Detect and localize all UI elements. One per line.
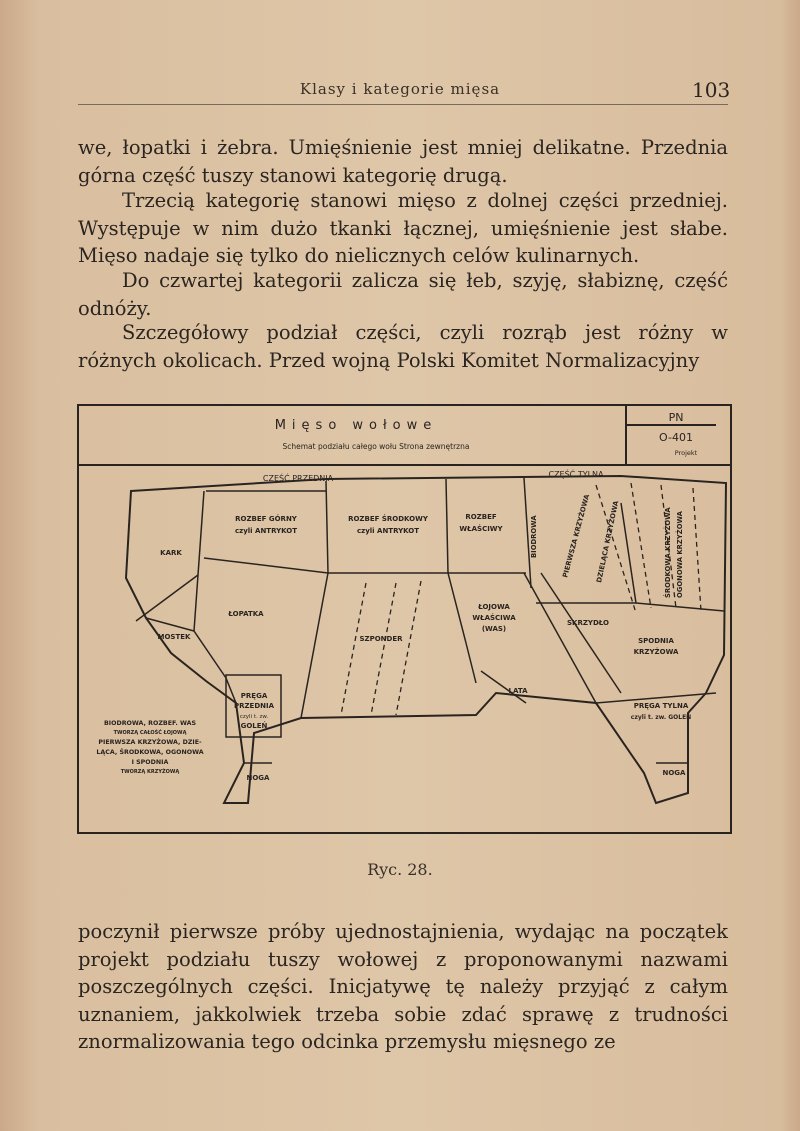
cut-noga-rear: NOGA <box>662 769 686 777</box>
cut-srodkowa-krzyzowa: ŚRODKOWA KRZYŻOWA <box>664 507 672 598</box>
cut-rozbef-gorny: ROZBEF GÓRNY <box>235 515 297 523</box>
paragraph-5: poczynił pierwsze próby ujednostajnienia, wydając na początek projekt podziału tuszy wołowej z proponowanymi nazwami poszczególnych części. Inicjatywę tę należy przyjąć z całym uznaniem, jakkolwiek trzeba sobie zdać sprawę z trudności znormalizowania tego odcinka przemysłu mięsnego ze <box>78 920 728 1053</box>
cut-prega-przednia-3: czyli t. zw. <box>239 714 269 720</box>
cut-prega-tylna-2: czyli t. zw. GOLEŃ <box>630 714 692 721</box>
cut-biodrowa: BIODROWA <box>530 515 538 558</box>
running-title: Klasy i kategorie mięsa <box>299 80 501 98</box>
standard-label: PN <box>668 411 684 424</box>
cut-lata: LATA <box>508 687 528 695</box>
cut-prega-przednia-4: GOLEŃ <box>240 722 268 730</box>
cut-spodnia-krzyzowa-2: KRZYŻOWA <box>633 648 679 656</box>
paragraph-3: Do czwartej kategorii zalicza się łeb, szyję, słabiznę, część odnóży. <box>78 269 728 320</box>
cut-mostek: MOSTEK <box>157 633 191 641</box>
cut-rozbef-srodkowy: ROZBEF ŚRODKOWY <box>348 515 428 523</box>
standard-note: Projekt <box>674 449 698 457</box>
paragraph-2: Trzecią kategorię stanowi mięso z dolnej części przedniej. Występuje w nim dużo tkanki łącznej, umięśnienie jest słabe. Mięso nadaje się tylko do nielicznych celów kulinarnych. <box>78 189 728 267</box>
section-rear-label: CZĘŚĆ TYLNA <box>548 470 604 479</box>
cut-szponder: SZPONDER <box>359 635 403 643</box>
paragraph-4: Szczegółowy podział części, czyli rozrąb jest różny w różnych okolicach. Przed wojną Polski Komitet Normalizacyjny <box>78 321 728 372</box>
cut-pierwsza-krzyzowa: PIERWSZA KRZYŻOWA <box>561 493 592 579</box>
cut-prega-tylna-1: PRĘGA TYLNA <box>633 702 689 710</box>
cut-noga-front: NOGA <box>246 774 270 782</box>
note-line-3: PIERWSZA KRZYŻOWA, DZIE- <box>98 739 202 746</box>
cut-lopatka: ŁOPATKA <box>228 610 264 618</box>
note-line-4: LĄCA, ŚRODKOWA, OGONOWA <box>96 749 204 756</box>
note-line-1: BIODROWA, ROZBEF. WAS <box>103 720 197 727</box>
cut-ledzwiowa-2: WŁAŚCIWA <box>472 614 516 622</box>
cut-rozbef-wlasciwy-2: WŁAŚCIWY <box>459 525 503 533</box>
beef-cuts-figure <box>76 403 733 835</box>
header-rule <box>78 104 728 105</box>
cut-spodnia-krzyzowa: SPODNIA <box>638 637 674 645</box>
page-number: 103 <box>692 78 731 102</box>
cut-rozbef-gorny-alt: czyli ANTRYKOT <box>235 527 297 535</box>
cut-dzielaca-krzyzowa: DZIELĄCA KRZYŻOWA <box>595 500 621 584</box>
note-line-5: I SPODNIA <box>131 759 169 766</box>
figure-subtitle: Schemat podziału całego wołu Strona zewnętrzna <box>282 442 470 451</box>
figure-caption: Ryc. 28. <box>367 860 433 879</box>
cut-skrzydlo: SKRZYDŁO <box>566 619 610 627</box>
cut-ledzwiowa-3: (WAS) <box>481 625 507 633</box>
cut-kark: KARK <box>160 549 182 557</box>
cut-prega-przednia-2: PRZEDNIA <box>233 702 275 710</box>
note-line-6: TWORZĄ KRZYŻOWĄ <box>120 769 180 775</box>
beef-cuts-diagram <box>76 403 733 835</box>
figure-title: Mięso wołowe <box>274 418 438 433</box>
cut-rozbef-srodkowy-alt: czyli ANTRYKOT <box>357 527 419 535</box>
note-line-2: TWORZĄ CAŁOŚĆ ŁOJOWĄ <box>113 730 187 736</box>
paragraph-1: we, łopatki i żebra. Umięśnienie jest mniej delikatne. Przednia górna część tuszy stanowi kategorię drugą. <box>78 136 728 187</box>
cut-prega-przednia-1: PRĘGA <box>240 692 268 700</box>
section-front-label: CZĘŚĆ PRZEDNIA <box>262 474 334 483</box>
cut-ledzwiowa-1: ŁOJOWA <box>478 603 510 611</box>
cut-rozbef-wlasciwy: ROZBEF <box>465 513 497 521</box>
cut-ogonowa-krzyzowa: OGONOWA KRZYŻOWA <box>676 511 684 598</box>
standard-number: O-401 <box>659 431 693 444</box>
